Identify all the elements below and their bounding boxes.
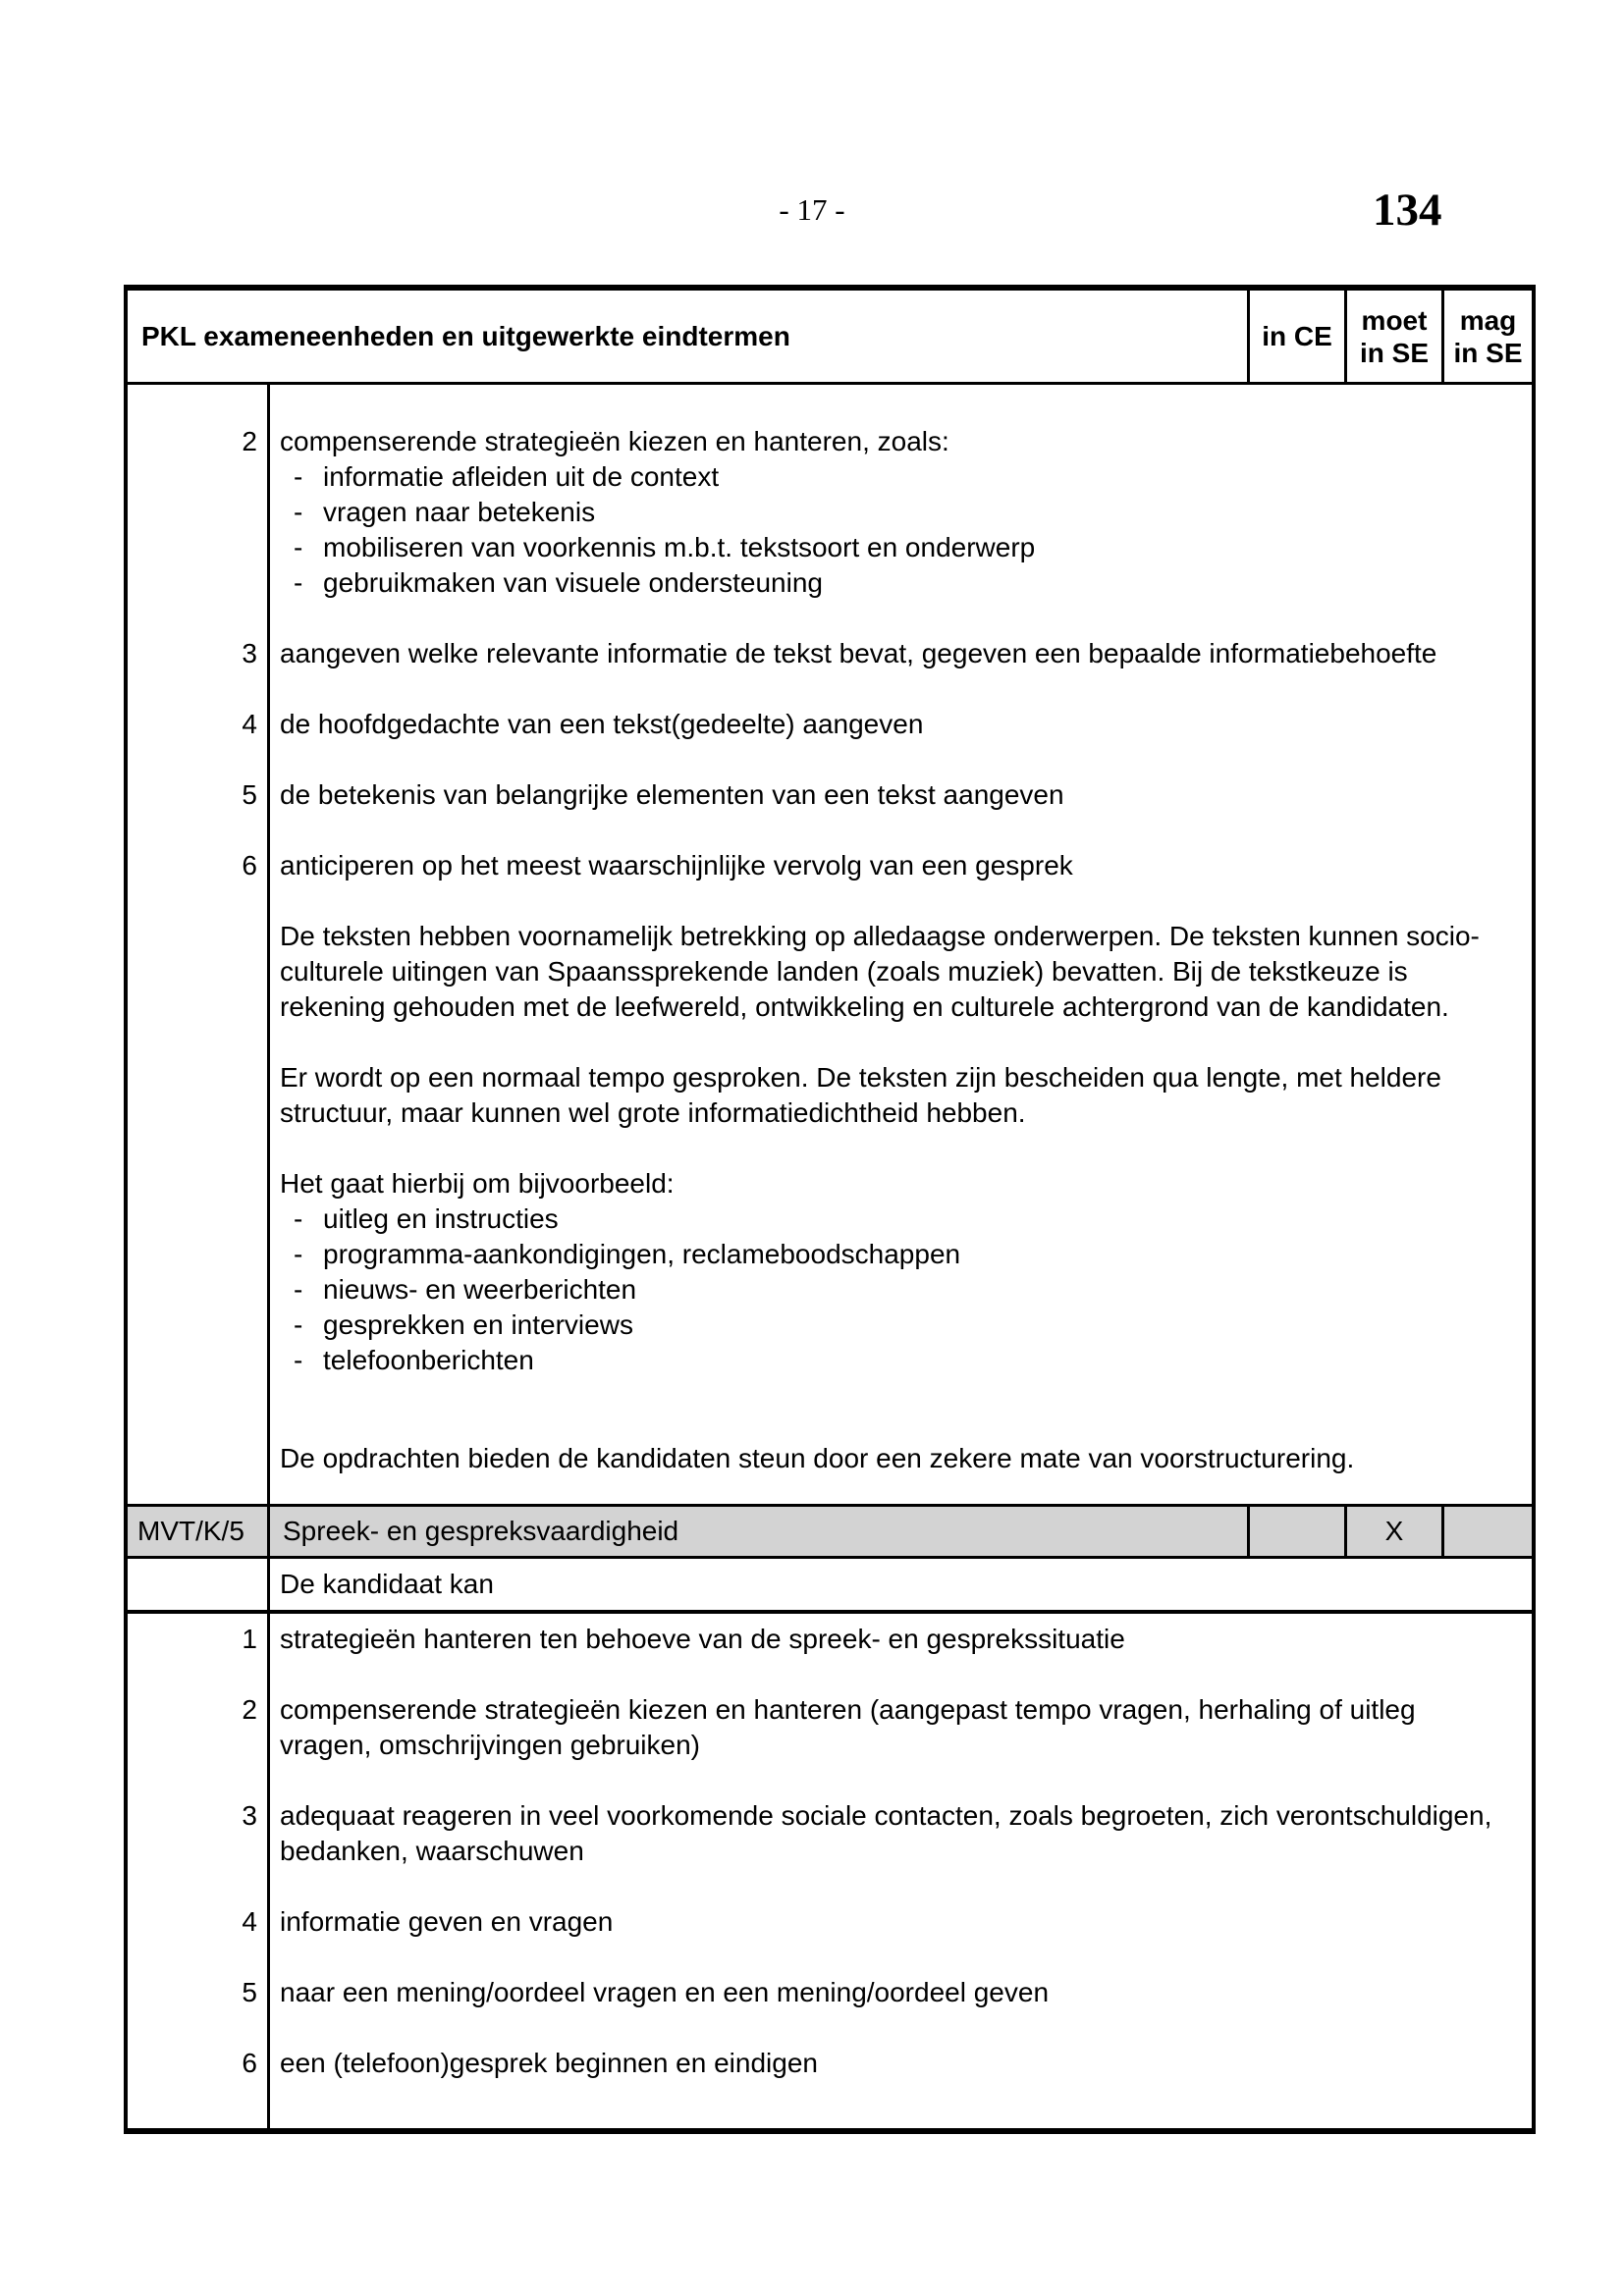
- table-title: PKL exameneenheden en uitgewerkte eindtermen: [141, 320, 790, 351]
- section-band-row: [128, 1504, 1532, 1559]
- corner-page-number: 134: [1373, 185, 1442, 236]
- item-number: 1: [242, 1624, 257, 1654]
- item-content: [267, 424, 1532, 601]
- item-number-empty: [128, 919, 267, 1025]
- dash-bullet: -: [294, 1239, 303, 1269]
- item-number: 3: [242, 638, 257, 668]
- col-header-mag-line2: in SE: [1453, 337, 1523, 368]
- item-text: de hoofdgedachte van een tekst(gedeelte) aangeven: [280, 709, 924, 739]
- col-header-moet-in-se: [1344, 291, 1441, 382]
- numbered-item: [128, 848, 1532, 883]
- item-text: strategieën hanteren ten behoeve van de spreek- en gesprekssituatie: [280, 1624, 1125, 1654]
- numbered-item: [128, 1798, 1532, 1869]
- item-text: anticiperen op het meest waarschijnlijke vervolg van een gesprek: [280, 850, 1073, 881]
- closing-row: [128, 1441, 1532, 1476]
- list-item: [280, 1272, 1502, 1308]
- list-item: [280, 459, 1502, 495]
- item-text: naar een mening/oordeel vragen en een mening/oordeel geven: [280, 1977, 1050, 2007]
- dash-bullet: -: [294, 532, 303, 562]
- numbered-item: [128, 707, 1532, 742]
- dash-bullet: -: [294, 1345, 303, 1375]
- list-item: [280, 530, 1502, 565]
- dash-bullet: -: [294, 497, 303, 527]
- numbered-item: [128, 777, 1532, 813]
- list-item: [280, 1201, 1502, 1237]
- dash-bullet: -: [294, 1203, 303, 1234]
- cell-in-ce: [1247, 1507, 1344, 1556]
- item-number-empty: [128, 1441, 267, 1476]
- item-text: informatie geven en vragen: [280, 1906, 614, 1937]
- list-item: [280, 1237, 1502, 1272]
- section-title: Spreek- en gespreksvaardigheid: [283, 1516, 679, 1546]
- list-item: [280, 1343, 1502, 1378]
- list-item-text: gebruikmaken van visuele ondersteuning: [323, 567, 823, 598]
- closing-text: De opdrachten bieden de kandidaten steun door een zekere mate van voorstructurering.: [280, 1443, 1355, 1473]
- cell-moet-in-se: X: [1344, 1507, 1441, 1556]
- examples-intro: Het gaat hierbij om bijvoorbeeld:: [280, 1168, 675, 1199]
- numbered-item: [128, 424, 1532, 601]
- paragraph-text: Er wordt op een normaal tempo gesproken. De teksten zijn bescheiden qua lengte, met heldere structuur, maar kunnen wel grote informatiedichtheid hebben.: [280, 1062, 1441, 1128]
- item-number: 6: [242, 850, 257, 881]
- item-number: 5: [242, 1977, 257, 2007]
- list-item-text: nieuws- en weerberichten: [323, 1274, 637, 1305]
- numbered-item: [128, 1904, 1532, 1940]
- numbered-item: [128, 1975, 1532, 2010]
- item-number: 2: [242, 1694, 257, 1725]
- eindtermen-table: [124, 285, 1536, 2134]
- section-code: MVT/K/5: [128, 1507, 270, 1556]
- examples-block: [128, 1166, 1532, 1378]
- item-number-empty: [128, 1060, 267, 1131]
- item-text: compenserende strategieën kiezen en hanteren (aangepast tempo vragen, herhaling of uitleg vragen, omschrijvingen gebruiken): [280, 1694, 1416, 1760]
- section-spreekvaardigheid-body: [128, 1614, 1532, 2128]
- numbered-item: [128, 1622, 1532, 1657]
- item-text: de betekenis van belangrijke elementen van een tekst aangeven: [280, 779, 1064, 810]
- item-number: 4: [242, 1906, 257, 1937]
- list-item: [280, 495, 1502, 530]
- numbered-item: [128, 2046, 1532, 2081]
- page-number: - 17 -: [779, 192, 845, 227]
- list-item-text: telefoonberichten: [323, 1345, 534, 1375]
- table-header-row: [128, 291, 1532, 385]
- dash-bullet: -: [294, 567, 303, 598]
- list-item-text: informatie afleiden uit de context: [323, 461, 720, 492]
- dash-bullet: -: [294, 461, 303, 492]
- paragraph-text: De teksten hebben voornamelijk betrekking op alledaagse onderwerpen. De teksten kunnen socio-culturele uitingen van Spaanssprekende landen (zoals muziek) bevatten. Bij de tekstkeuze is rekening gehouden met de leefwereld, ontwikkeling en culturele achtergrond van de kandidaten.: [280, 921, 1480, 1022]
- section-luistervaardigheid-body: [128, 385, 1532, 1504]
- paragraph-row: [128, 919, 1532, 1025]
- list-item-text: uitleg en instructies: [323, 1203, 559, 1234]
- item-text: aangeven welke relevante informatie de tekst bevat, gegeven een bepaalde informatiebehoefte: [280, 638, 1437, 668]
- list-item-text: vragen naar betekenis: [323, 497, 596, 527]
- list-item: [280, 565, 1502, 601]
- dash-bullet: -: [294, 1274, 303, 1305]
- dash-bullet: -: [294, 1309, 303, 1340]
- numbered-item: [128, 1692, 1532, 1763]
- examples-content: [267, 1166, 1532, 1378]
- item-text: adequaat reageren in veel voorkomende sociale contacten, zoals begroeten, zich verontschuldigen, bedanken, waarschuwen: [280, 1800, 1492, 1866]
- kandidaat-kan-text: De kandidaat kan: [280, 1569, 494, 1599]
- col-header-in-ce: in CE: [1247, 291, 1344, 382]
- paragraph-row: [128, 1060, 1532, 1131]
- item-text: compenserende strategieën kiezen en hanteren, zoals:: [280, 426, 949, 456]
- list-item-text: programma-aankondigingen, reclameboodschappen: [323, 1239, 961, 1269]
- item-number: 6: [242, 2048, 257, 2078]
- col-header-mag-line1: mag: [1459, 304, 1517, 336]
- item-number: 2: [242, 426, 257, 456]
- list-item-text: gesprekken en interviews: [323, 1309, 633, 1340]
- list-item: [280, 1308, 1502, 1343]
- numbered-item: [128, 636, 1532, 671]
- col-header-moet-line1: moet: [1361, 304, 1428, 336]
- kandidaat-kan-row: [128, 1559, 1532, 1614]
- col-header-moet-line2: in SE: [1359, 337, 1429, 368]
- item-text: een (telefoon)gesprek beginnen en eindigen: [280, 2048, 818, 2078]
- item-number: 3: [242, 1800, 257, 1831]
- list-item-text: mobiliseren van voorkennis m.b.t. tekstsoort en onderwerp: [323, 532, 1036, 562]
- col-header-mag-in-se: [1441, 291, 1532, 382]
- cell-mag-in-se: [1441, 1507, 1532, 1556]
- item-number: 5: [242, 779, 257, 810]
- item-number-empty: [128, 1166, 267, 1378]
- item-number: 4: [242, 709, 257, 739]
